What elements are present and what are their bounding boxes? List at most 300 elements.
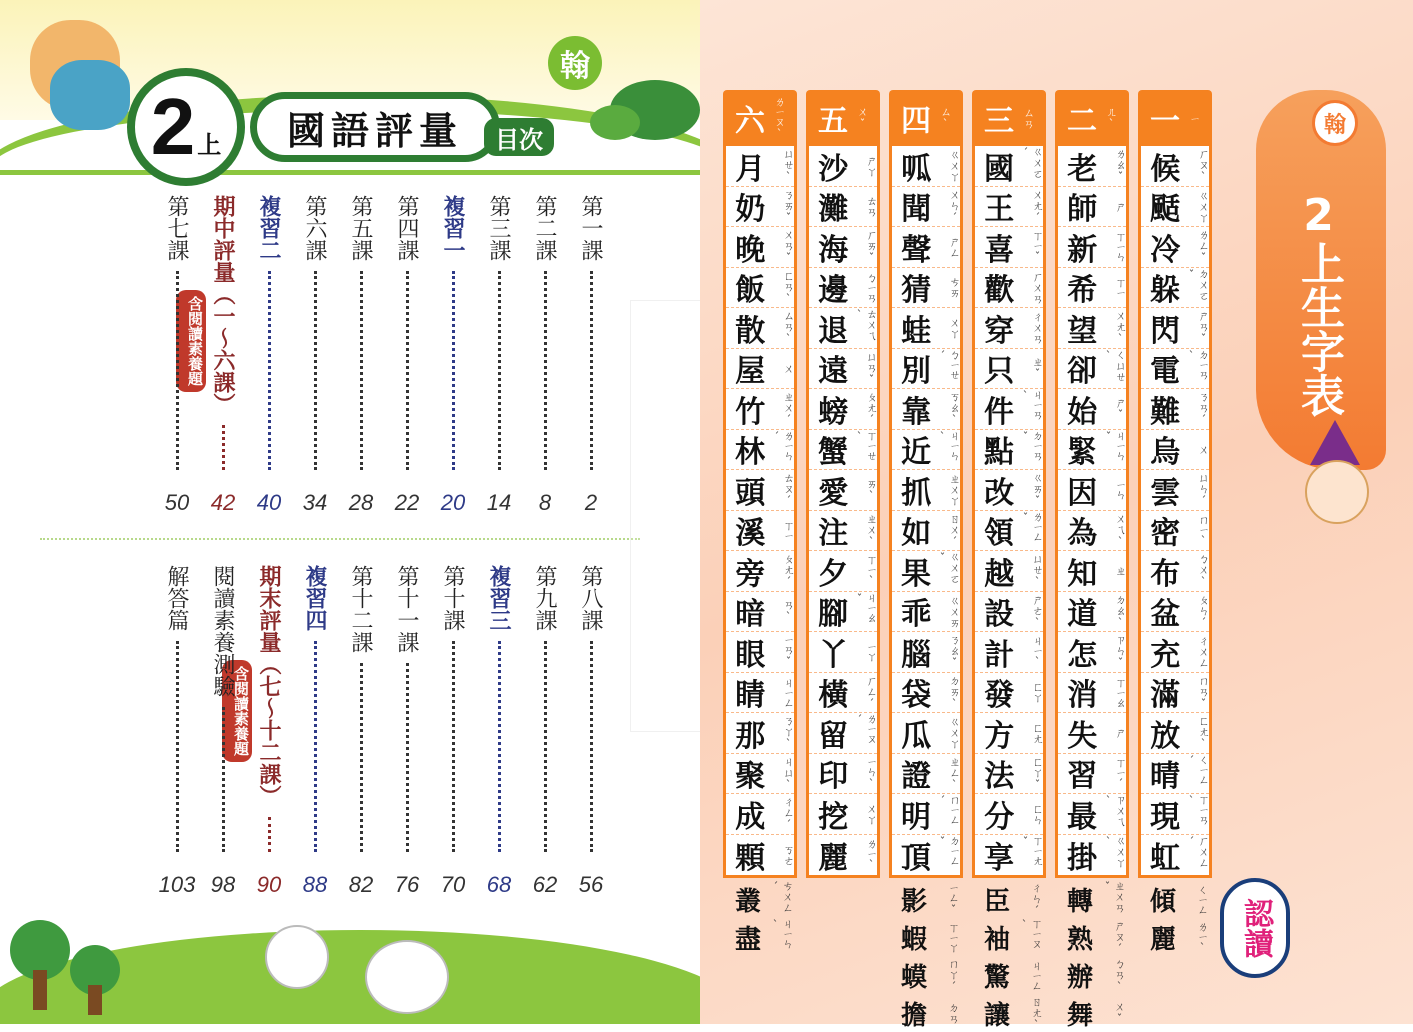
zhuyin: ㄩㄢˇ	[865, 350, 878, 386]
toc-page-number[interactable]: 76	[394, 872, 420, 897]
character-cell	[726, 389, 794, 430]
character: 飯	[735, 273, 766, 309]
character: 計	[984, 637, 1015, 673]
character: 注	[818, 516, 849, 552]
character: 叢	[734, 886, 761, 917]
character-cell	[1058, 470, 1126, 511]
character-cell	[892, 592, 960, 633]
character: 點	[984, 435, 1014, 471]
character-cell	[1058, 308, 1126, 349]
toc-page-number[interactable]: 2	[584, 490, 598, 515]
toc-page-number[interactable]: 14	[486, 490, 512, 515]
toc-page-number[interactable]: 68	[486, 872, 512, 897]
character-cell	[975, 673, 1043, 714]
character: 設	[984, 597, 1015, 633]
zhuyin: ㄕ	[1114, 727, 1127, 739]
toc-entry-label: 第三課	[486, 195, 511, 261]
character-cell	[1058, 227, 1126, 268]
recognition-characters	[1055, 880, 1129, 1032]
zhuyin: ㄆㄤˊ	[865, 391, 878, 427]
zhuyin: ㄉㄧㄢˋ	[1185, 348, 1210, 380]
zhuyin: ㄨㄤˋ	[1114, 310, 1127, 346]
zhuyin: ㄉㄨㄛˇ	[1185, 267, 1210, 301]
zhuyin: ㄈㄢˋ	[782, 269, 795, 305]
publisher-logo: 翰	[548, 36, 602, 90]
toc-leader-dots	[590, 641, 593, 852]
toc-page-number[interactable]: 40	[256, 490, 282, 515]
character-cell	[1058, 632, 1126, 673]
toc-page-number[interactable]: 28	[348, 490, 374, 515]
zhuyin: ㄌㄧㄥˇ	[1019, 510, 1044, 542]
zhuyin: ㄌㄧㄡˋ	[773, 96, 786, 140]
toc-leader-dots	[590, 271, 593, 470]
character: 老	[1067, 151, 1098, 187]
zhuyin: ㄍㄨㄞ	[948, 594, 961, 628]
zhuyin: ㄐㄧㄣˋ	[936, 429, 961, 461]
zhuyin: ㄈㄚˇ	[1031, 755, 1044, 791]
character: 呱	[901, 151, 932, 187]
toc-entry-label: 第四課	[394, 195, 419, 261]
toc-entry[interactable]	[532, 565, 558, 631]
toc-entry[interactable]	[348, 565, 374, 653]
recognition-cell	[972, 994, 1046, 1032]
character-cell	[975, 632, 1043, 673]
character-cell	[726, 632, 794, 673]
zhuyin: ㄨㄟˋ	[1114, 512, 1127, 548]
character: 怎	[1067, 637, 1098, 673]
character: 發	[984, 678, 1015, 714]
character: 旁	[735, 556, 766, 592]
character-cell	[1141, 632, 1209, 673]
character-cell	[726, 268, 794, 309]
toc-leader-dots	[314, 271, 317, 470]
character: 最	[1067, 799, 1097, 835]
character: 邊	[818, 273, 849, 309]
toc-page-number[interactable]: 22	[394, 490, 420, 515]
zhuyin: ㄧㄣ	[1114, 479, 1127, 500]
character-cell	[1141, 511, 1209, 552]
character-cell	[726, 430, 794, 471]
character-cell	[809, 673, 877, 714]
character: 分	[984, 799, 1015, 835]
character-cell	[1141, 835, 1209, 876]
zhuyin: ㄐㄧㄣˇ	[1102, 429, 1127, 461]
character-cell	[892, 349, 960, 390]
character: 滿	[1150, 678, 1181, 714]
character-cell	[726, 308, 794, 349]
zhuyin: ㄨㄚ	[948, 316, 961, 339]
toc-entry[interactable]	[302, 195, 328, 261]
bunny-icon	[265, 925, 329, 989]
toc-page-number[interactable]: 98	[210, 872, 236, 897]
toc-page-number[interactable]: 50	[164, 490, 190, 515]
zhuyin: ㄍㄞˇ	[1031, 472, 1044, 508]
character: 麗	[1149, 924, 1176, 955]
toc-entry[interactable]	[302, 565, 328, 631]
character-cell	[892, 268, 960, 309]
toc-page-number[interactable]: 90	[256, 872, 282, 897]
character: 王	[984, 192, 1015, 228]
lesson-number-header	[1138, 90, 1212, 146]
zhuyin: ㄍㄨㄚˋ	[1102, 834, 1127, 868]
character-cell	[726, 227, 794, 268]
zhuyin: ㄅㄢˋ	[1113, 957, 1126, 993]
character-cell	[726, 470, 794, 511]
character: 難	[1150, 394, 1181, 430]
recognition-cell	[972, 956, 1046, 994]
character: 喜	[984, 232, 1015, 268]
character-list	[723, 146, 797, 878]
character-cell	[1058, 835, 1126, 876]
character: 國	[984, 151, 1014, 187]
recognition-characters	[889, 880, 963, 1032]
character-cell	[1058, 592, 1126, 633]
recognition-cell	[972, 918, 1046, 956]
reading-literacy-tag: 含閱讀素養題	[222, 660, 252, 762]
toc-entry-label: 第八課	[578, 565, 603, 631]
character-cell	[975, 349, 1043, 390]
character: 蟹	[818, 435, 848, 471]
toc-leader-dots	[222, 425, 225, 470]
character-cell	[1141, 227, 1209, 268]
character-cell	[726, 146, 794, 187]
character: 知	[1067, 556, 1098, 592]
toc-entry[interactable]	[210, 565, 236, 697]
toc-entry-label: 第九課	[532, 565, 557, 631]
character: 證	[901, 759, 932, 795]
character-cell	[975, 389, 1043, 430]
character: 蛙	[901, 313, 932, 349]
zhuyin: ㄍㄨㄚ	[948, 716, 961, 750]
toc-page-number[interactable]: 42	[210, 490, 236, 515]
toc-entry[interactable]	[486, 565, 512, 631]
character-cell	[809, 794, 877, 835]
character-cell	[892, 754, 960, 795]
character-cell	[892, 835, 960, 876]
recognition-characters	[1138, 880, 1212, 956]
toc-leader-dots	[452, 641, 455, 852]
character: 暗	[735, 597, 766, 633]
character-list	[889, 146, 963, 878]
character: 舞	[1066, 1000, 1093, 1031]
character: 歡	[984, 273, 1015, 309]
zhuyin: ㄧㄥˇ	[947, 882, 960, 916]
zhuyin: ㄐㄧㄣˋ	[769, 918, 794, 949]
zhuyin: ㄆㄤˊ	[782, 553, 795, 589]
zhuyin: ㄩㄣˊ	[1197, 472, 1210, 508]
toc-entry[interactable]	[486, 195, 512, 261]
lesson-number-header	[889, 90, 963, 146]
toc-entry[interactable]	[394, 565, 420, 653]
zhuyin: ㄕㄜˋ	[1031, 593, 1044, 629]
section-divider	[40, 538, 640, 540]
toc-entry-label: 閱讀素養測驗	[210, 565, 235, 697]
zhuyin: ㄒㄧㄢˋ	[1185, 794, 1210, 825]
character: 改	[984, 475, 1015, 511]
zhuyin: ㄒㄧㄝˋ	[853, 429, 878, 461]
character: 只	[984, 354, 1015, 390]
character-cell	[975, 551, 1043, 592]
character-cell	[1141, 187, 1209, 228]
toc-leader-dots	[498, 271, 501, 470]
toc-entry[interactable]	[578, 565, 604, 631]
character-cell	[975, 794, 1043, 835]
zhuyin: ㄎㄠˋ	[948, 391, 961, 427]
zhuyin: ㄉㄠˋ	[1114, 593, 1127, 629]
toc-leader-dots	[406, 663, 409, 852]
toc-page-number[interactable]: 56	[578, 872, 604, 897]
lesson-number: 三	[984, 104, 1014, 139]
toc-leader-dots	[268, 817, 271, 852]
character-cell	[1141, 430, 1209, 471]
toc-page-number[interactable]: 103	[158, 872, 196, 897]
zhuyin: ㄘㄞ	[948, 276, 961, 299]
recognition-cell	[723, 880, 797, 918]
character: 享	[984, 840, 1014, 876]
page-subtitle: 目次	[484, 118, 554, 156]
toc-leader-dots	[406, 271, 409, 470]
toc-entry[interactable]	[532, 195, 558, 261]
recognition-cell	[889, 956, 963, 994]
character: 聞	[901, 192, 932, 228]
character: 晴	[1150, 759, 1180, 795]
zhuyin: ㄋㄠˇ	[948, 634, 961, 670]
zhuyin: ㄌㄧㄡˊ	[853, 713, 878, 744]
character: 退	[818, 313, 848, 349]
character: 緊	[1067, 435, 1097, 471]
toc-entry[interactable]	[394, 195, 420, 261]
toc-entry-label: 複習三	[486, 565, 511, 631]
tree-trunk	[88, 985, 102, 1015]
toc-entry[interactable]	[578, 195, 604, 261]
zhuyin: ㄒㄧㄚ	[947, 921, 960, 953]
character: 冷	[1150, 232, 1181, 268]
toc-leader-dots	[452, 271, 455, 470]
zhuyin: ㄙˋ	[939, 106, 952, 130]
zhuyin: ㄑㄧㄥ	[1196, 883, 1209, 915]
toc-entry-label: 複習二	[256, 195, 281, 261]
zhuyin: ㄧ	[1188, 113, 1201, 123]
publisher-logo-small: 翰	[1312, 100, 1358, 146]
character: 躲	[1150, 273, 1180, 309]
zhuyin: ㄐㄧㄠˇ	[853, 591, 878, 623]
character: 希	[1067, 273, 1098, 309]
toc-entry[interactable]	[440, 195, 466, 261]
character: 留	[818, 718, 848, 754]
character-cell	[1058, 511, 1126, 552]
zhuyin: ㄒㄧㄤˇ	[1019, 834, 1044, 866]
character: 為	[1067, 516, 1098, 552]
zhuyin: ㄏㄨㄥˊ	[1185, 834, 1210, 868]
zhuyin: ㄨ	[782, 362, 795, 374]
toc-entry-label: 複習一	[440, 195, 465, 261]
character-cell	[1058, 754, 1126, 795]
zhuyin: ㄙㄢˋ	[782, 310, 795, 346]
zhuyin: ㄌㄧˋ	[1196, 920, 1209, 954]
character: 頂	[901, 840, 931, 876]
zhuyin: ㄒㄧ	[1114, 277, 1127, 298]
character: 腳	[818, 597, 848, 633]
character-cell	[809, 592, 877, 633]
character: 頭	[735, 475, 766, 511]
character-cell	[892, 227, 960, 268]
zhuyin: ㄒㄧㄣ	[1114, 231, 1127, 263]
character: 望	[1067, 313, 1098, 349]
character: 林	[735, 435, 765, 471]
character-cell	[809, 632, 877, 673]
recognition-cell	[1055, 918, 1129, 956]
zhuyin: ㄕˇ	[1114, 396, 1127, 421]
witch-girl-icon	[1290, 420, 1370, 530]
toc-page-number[interactable]: 88	[302, 872, 328, 897]
lesson-number: 一	[1150, 104, 1180, 139]
character: 愛	[818, 475, 849, 511]
character-cell	[975, 713, 1043, 754]
toc-page-number[interactable]: 62	[532, 872, 558, 897]
zhuyin: ㄒㄧㄡˋ	[1018, 918, 1043, 949]
toc-entry[interactable]	[440, 565, 466, 631]
toc-entry-label: 第七課	[164, 195, 189, 261]
character: 竹	[735, 394, 766, 430]
character: 成	[735, 799, 766, 835]
toc-page-number[interactable]: 20	[440, 490, 466, 515]
character-cell	[1141, 146, 1209, 187]
character: 螃	[818, 394, 849, 430]
character-cell	[1141, 673, 1209, 714]
character-cell	[726, 754, 794, 795]
character-cell	[975, 430, 1043, 471]
recognition-characters	[723, 880, 797, 956]
character-cell	[726, 551, 794, 592]
toc-entry-label: 第一課	[578, 195, 603, 261]
toc-page-number[interactable]: 34	[302, 490, 328, 515]
character: 丫	[818, 637, 849, 673]
character-cell	[1058, 349, 1126, 390]
zhuyin: ㄅㄧㄢ	[865, 271, 878, 303]
zhuyin: ㄋㄚˋ	[782, 715, 795, 751]
character: 道	[1067, 597, 1098, 633]
toc-entry-label: 期中評量（一～六課）	[210, 195, 235, 415]
character-cell	[892, 713, 960, 754]
page-title: 國語評量	[250, 92, 500, 162]
character: 月	[735, 151, 766, 187]
zhuyin: ㄉㄞˋ	[948, 674, 961, 710]
character-cell	[726, 349, 794, 390]
character-cell	[809, 713, 877, 754]
character-cell	[726, 713, 794, 754]
zhuyin: ㄈㄚ	[1031, 681, 1044, 704]
zhuyin: ㄔㄨㄢ	[1031, 311, 1044, 345]
character: 盆	[1150, 597, 1181, 633]
zhuyin: ㄑㄩㄝˋ	[1102, 348, 1127, 382]
character: 抓	[901, 475, 932, 511]
character: 溪	[735, 516, 766, 552]
character-cell	[726, 673, 794, 714]
toc-entry[interactable]	[256, 195, 282, 261]
zhuyin: ㄌㄧˋ	[865, 838, 878, 872]
recognition-cell	[1138, 880, 1212, 918]
character-cell	[1058, 268, 1126, 309]
character-cell	[1141, 268, 1209, 309]
grade-number: 2	[150, 82, 196, 171]
reading-literacy-tag: 含閱讀素養題	[176, 290, 206, 392]
character: 印	[818, 759, 849, 795]
character-cell	[975, 470, 1043, 511]
character: 晚	[735, 232, 766, 268]
character-list	[1138, 146, 1212, 878]
grade-suffix: 上	[197, 131, 222, 159]
zhuyin: ㄈㄣ	[1031, 802, 1044, 825]
character-cell	[809, 187, 877, 228]
zhuyin: ㄅㄧㄝˊ	[936, 348, 961, 380]
character: 顆	[735, 840, 766, 876]
toc-entry[interactable]	[256, 565, 282, 807]
toc-page-number[interactable]: 82	[348, 872, 374, 897]
lesson-column	[889, 90, 963, 878]
toc-leader-dots	[544, 641, 547, 852]
character: 布	[1150, 556, 1181, 592]
character: 乖	[901, 597, 932, 633]
character-cell	[726, 794, 794, 835]
character: 別	[901, 354, 931, 390]
character: 橫	[818, 678, 849, 714]
recognition-cell	[889, 994, 963, 1032]
character: 消	[1067, 678, 1098, 714]
zhuyin: ㄓㄨㄢˇ	[1101, 880, 1126, 913]
toc-page-number[interactable]: 70	[440, 872, 466, 897]
zhuyin: ㄎㄜ	[782, 843, 795, 866]
character: 遠	[818, 354, 849, 390]
zhuyin: ㄇㄧㄥˊ	[936, 794, 961, 825]
character-cell	[809, 754, 877, 795]
character-cell	[1141, 308, 1209, 349]
character: 靠	[901, 394, 932, 430]
toc-leader-dots	[176, 641, 179, 852]
grade-badge	[127, 68, 245, 186]
character-cell	[892, 389, 960, 430]
lesson-number: 五	[818, 104, 848, 139]
toc-page-number[interactable]: 8	[538, 490, 552, 515]
character-cell	[1141, 592, 1209, 633]
toc-entry-label: 期末評量（七～十二課）	[256, 565, 281, 807]
character-cell	[892, 632, 960, 673]
character: 電	[1150, 354, 1180, 390]
character: 蟆	[900, 962, 927, 993]
zhuyin: ㄒㄧㄠ	[1114, 676, 1127, 708]
character: 雲	[1150, 475, 1181, 511]
toc-entry[interactable]	[210, 195, 236, 415]
lesson-column	[723, 90, 797, 878]
toc-entry[interactable]	[164, 195, 190, 261]
puppy-icon	[365, 940, 449, 1014]
character: 現	[1150, 799, 1180, 835]
zhuyin: ㄒㄧ	[782, 520, 795, 541]
zhuyin: ㄐㄧˋ	[1031, 635, 1044, 669]
toc-entry[interactable]	[164, 565, 190, 631]
zhuyin: ㄙㄢ	[1022, 107, 1035, 129]
character-cell	[975, 308, 1043, 349]
zhuyin: ㄘㄨㄥˊ	[769, 880, 794, 913]
toc-leader-dots	[360, 271, 363, 470]
character: 臣	[983, 886, 1010, 917]
toc-entry[interactable]	[348, 195, 374, 261]
recognition-cell	[1055, 880, 1129, 918]
zhuyin: ㄒㄧˇ	[1031, 230, 1044, 264]
zhuyin: ㄖㄤˋ	[1030, 995, 1043, 1031]
zhuyin: ㄊㄨㄟˋ	[853, 308, 878, 341]
lesson-number-header	[1055, 90, 1129, 146]
zhuyin: ㄖㄨˊ	[948, 512, 961, 548]
